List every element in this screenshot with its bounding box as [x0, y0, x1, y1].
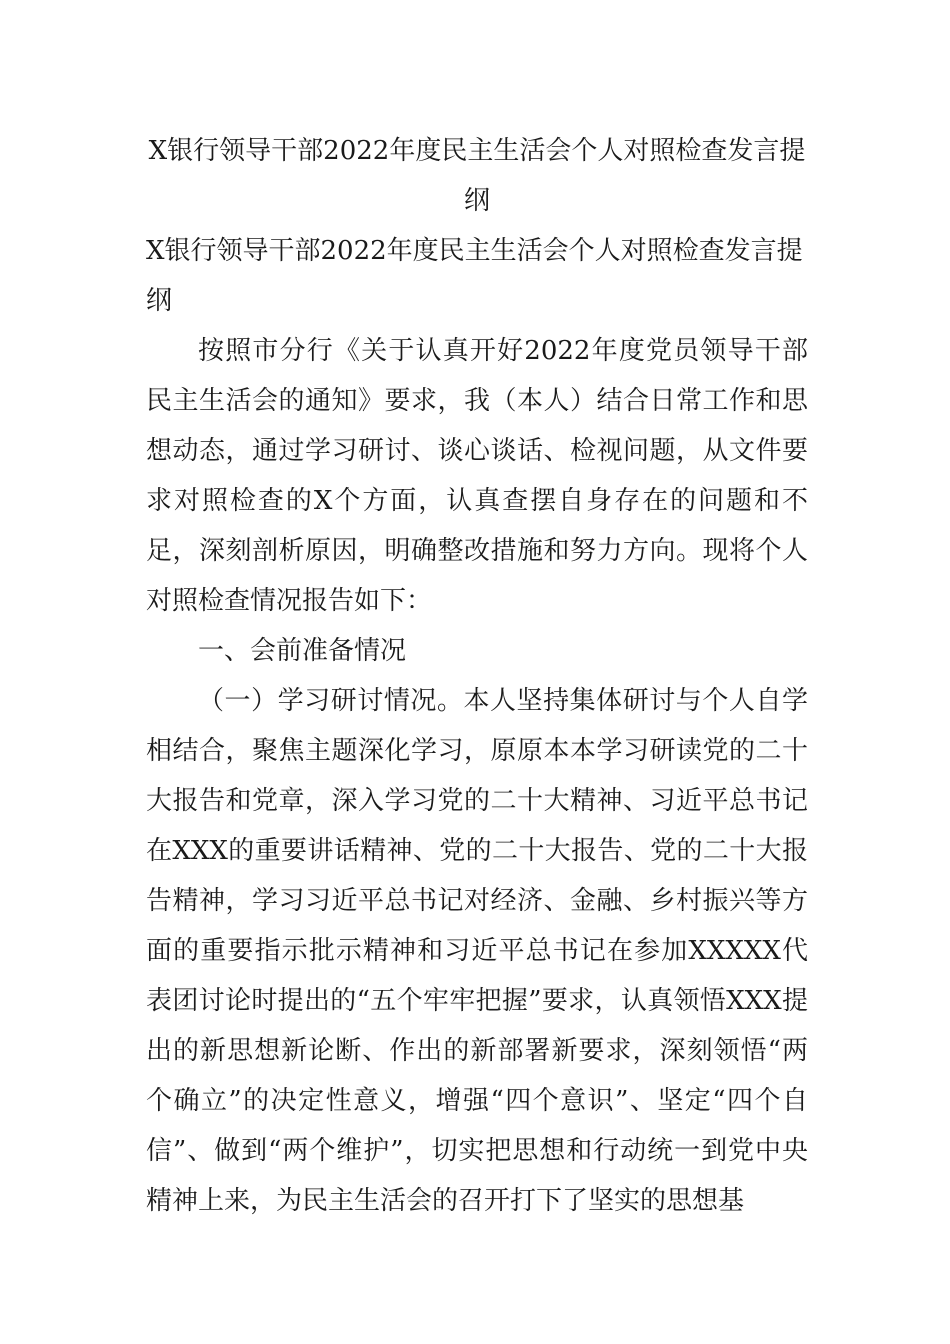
- document-title: X银行领导干部2022年度民主生活会个人对照检查发言提纲: [148, 136, 806, 216]
- document-subtitle: X银行领导干部2022年度民主生活会个人对照检查发言提纲: [146, 236, 803, 316]
- section-heading: 一、会前准备情况: [198, 636, 407, 666]
- intro-paragraph: 按照市分行《关于认真开好2022年度党员领导干部民主生活会的通知》要求，我（本人）结合日常工作和思想动态，通过学习研讨、谈心谈话、检视问题，从文件要求对照检查的X个方面，认真查摆自身存在的问题和不足，深刻剖析原因，明确整改措施和努力方向。现将个人对照检查情况报告如下：: [146, 336, 808, 616]
- study-paragraph: （一）学习研讨情况。本人坚持集体研讨与个人自学相结合，聚焦主题深化学习，原原本本学习研读党的二十大报告和党章，深入学习党的二十大精神、习近平总书记在XXX的重要讲话精神、党的二十大报告、党的二十大报告精神，学习习近平总书记对经济、金融、乡村振兴等方面的重要指示批示精神和习近平总书记在参加XXXXX代表团讨论时提出的“五个牢牢把握”要求，认真领悟XXX提出的新思想新论断、作出的新部署新要求，深刻领悟“两个确立”的决定性意义，增强“四个意识”、坚定“四个自信”、做到“两个维护”，切实把思想和行动统一到党中央精神上来，为民主生活会的召开打下了坚实的思想基: [146, 686, 808, 1216]
